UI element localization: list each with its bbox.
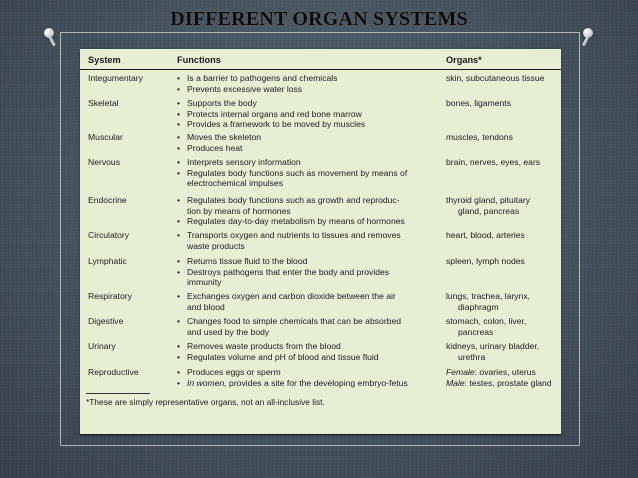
functions-list	[177, 73, 409, 94]
function-item: • Protects internal organs and red bone marrow	[177, 109, 409, 120]
organ-line: diaphragm	[458, 301, 499, 312]
organ-line: urethra	[458, 351, 486, 362]
organ-line: Male: testes, prostate gland	[446, 377, 552, 388]
organ-line: lungs, trachea, larynx,	[446, 291, 531, 301]
system-name: Digestive	[88, 316, 124, 326]
organs-cell	[446, 316, 558, 337]
header-system: System	[88, 55, 121, 65]
function-item: • Interprets sensory information	[177, 157, 409, 168]
system-name: Lymphatic	[88, 256, 127, 266]
functions-list	[177, 230, 409, 251]
system-name: Endocrine	[88, 195, 127, 205]
organ-line: kidneys, urinary bladder,	[446, 341, 540, 351]
organ-line: skin, subcutaneous tissue	[446, 73, 545, 83]
functions-list	[177, 157, 409, 189]
system-name: Muscular	[88, 132, 123, 142]
function-item: • Moves the skeleton	[177, 132, 409, 143]
function-item: • Provides a framework to be moved by muscles	[177, 119, 409, 130]
system-name: Integumentary	[88, 73, 143, 83]
functions-list	[177, 341, 409, 362]
function-item: • Changes food to simple chemicals that can be absorbed and used by the body	[177, 316, 409, 337]
function-item: • Is a barrier to pathogens and chemicals	[177, 73, 409, 84]
bottom-rule	[80, 434, 561, 435]
function-item: • Regulates day-to-day metabolism by means of hormones	[177, 216, 409, 227]
header-organs: Organs*	[446, 55, 482, 65]
system-name: Skeletal	[88, 98, 119, 108]
organ-line: Female: ovaries, uterus	[446, 367, 536, 377]
function-item: • Produces eggs or sperm	[177, 367, 409, 378]
organs-cell	[446, 341, 558, 362]
organ-line: pancreas	[458, 326, 494, 337]
system-name: Nervous	[88, 157, 120, 167]
pushpin-icon-right	[583, 28, 601, 46]
system-name: Reproductive	[88, 367, 139, 377]
function-item: • Produces heat	[177, 143, 409, 154]
organ-line: spleen, lymph nodes	[446, 256, 525, 266]
slide-title: DIFFERENT ORGAN SYSTEMS	[170, 8, 468, 30]
organs-cell	[446, 367, 558, 388]
organ-line: stomach, colon, liver,	[446, 316, 527, 326]
function-item: • Returns tissue fluid to the blood	[177, 256, 409, 267]
functions-list	[177, 98, 409, 130]
organs-cell	[446, 98, 558, 109]
organ-line: heart, blood, arteries	[446, 230, 525, 240]
organ-line: brain, nerves, eyes, ears	[446, 157, 541, 167]
functions-list	[177, 256, 409, 288]
system-name: Circulatory	[88, 230, 130, 240]
function-item: • Regulates volume and pH of blood and tissue fluid	[177, 352, 409, 363]
organs-cell	[446, 157, 558, 168]
organs-cell	[446, 195, 558, 216]
function-item: • Destroys pathogens that enter the body and provides immunity	[177, 267, 409, 288]
function-item: • Transports oxygen and nutrients to tissues and removes waste products	[177, 230, 409, 251]
organ-line: thyroid gland, pituitary	[446, 195, 531, 205]
functions-list	[177, 291, 409, 312]
function-item: • Removes waste products from the blood	[177, 341, 409, 352]
function-item: • Regulates body functions such as movement by means of electrochemical impulses	[177, 168, 409, 189]
header-functions: Functions	[177, 55, 221, 65]
functions-list	[177, 316, 409, 337]
functions-list	[177, 132, 409, 153]
function-item: • Prevents excessive water loss	[177, 84, 409, 95]
organ-line: bones, ligaments	[446, 98, 511, 108]
organ-line: gland, pancreas	[458, 205, 520, 216]
functions-list	[177, 367, 409, 388]
organs-cell	[446, 291, 558, 312]
table-header	[80, 49, 561, 70]
organ-line: muscles, tendons	[446, 132, 513, 142]
function-item: • Supports the body	[177, 98, 409, 109]
function-item: • Regulates body functions such as growth and reproduc-tion by means of hormones	[177, 195, 409, 216]
system-name: Urinary	[88, 341, 116, 351]
function-item: • Exchanges oxygen and carbon dioxide between the air and blood	[177, 291, 409, 312]
functions-list	[177, 195, 409, 227]
footnote: *These are simply representative organs, not an all-inclusive list.	[86, 397, 325, 407]
organs-cell	[446, 132, 558, 143]
organs-cell	[446, 73, 558, 84]
system-name: Respiratory	[88, 291, 132, 301]
footnote-rule	[86, 393, 150, 394]
organ-systems-table	[80, 49, 561, 435]
function-item: • In women, provides a site for the developing embryo-fetus	[177, 378, 409, 389]
organs-cell	[446, 230, 558, 241]
organs-cell	[446, 256, 558, 267]
pushpin-icon-left	[44, 28, 62, 46]
